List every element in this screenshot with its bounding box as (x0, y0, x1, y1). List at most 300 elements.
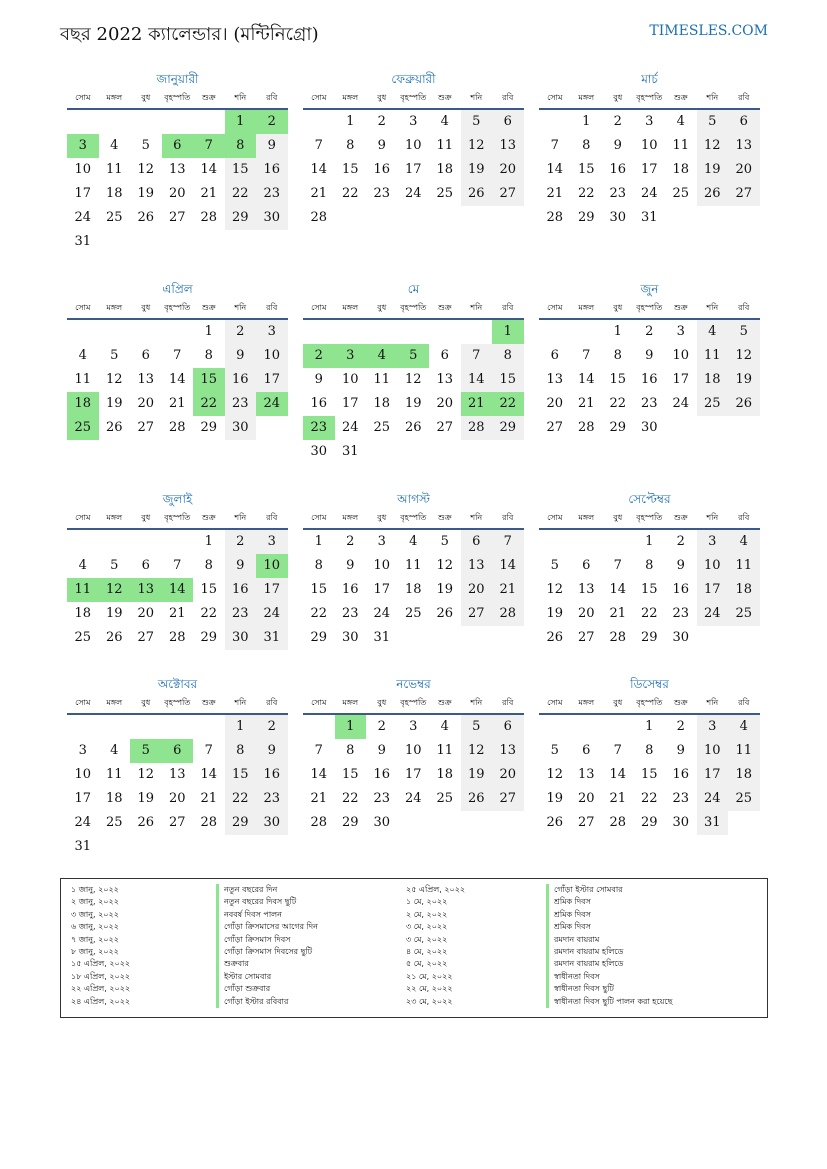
day-cell[interactable]: 28 (310, 210, 328, 225)
day-cell[interactable]: 10 (373, 558, 391, 573)
day-cell[interactable]: 18 (373, 396, 391, 411)
day-cell[interactable]: 12 (461, 739, 493, 763)
day-cell[interactable]: 18 (697, 368, 729, 392)
day-cell[interactable]: 14 (168, 372, 186, 387)
day-cell[interactable]: 3 (67, 134, 99, 158)
day-cell[interactable]: 23 (640, 396, 658, 411)
day-cell[interactable]: 29 (310, 630, 328, 645)
day-cell[interactable]: 12 (137, 162, 155, 177)
day-cell[interactable]: 5 (110, 348, 119, 363)
day-cell[interactable]: 19 (546, 606, 564, 621)
day-cell[interactable]: 11 (373, 372, 391, 387)
day-cell[interactable]: 13 (492, 134, 524, 158)
day-cell[interactable]: 13 (168, 162, 186, 177)
day-cell[interactable]: 19 (105, 606, 123, 621)
day-cell[interactable]: 11 (105, 767, 123, 782)
day-cell[interactable]: 17 (697, 578, 729, 602)
day-cell[interactable]: 24 (74, 815, 92, 830)
day-cell[interactable]: 15 (200, 582, 218, 597)
day-cell[interactable]: 25 (436, 186, 454, 201)
day-cell[interactable]: 21 (168, 606, 186, 621)
day-cell[interactable]: 16 (256, 763, 288, 787)
day-cell[interactable]: 14 (162, 578, 194, 602)
day-cell[interactable]: 17 (74, 791, 92, 806)
day-cell[interactable]: 9 (676, 743, 685, 758)
day-cell[interactable]: 27 (168, 815, 186, 830)
day-cell[interactable]: 20 (577, 606, 595, 621)
day-cell[interactable]: 19 (728, 368, 760, 392)
day-cell[interactable]: 8 (613, 348, 622, 363)
day-cell[interactable]: 8 (645, 743, 654, 758)
day-cell[interactable]: 6 (550, 348, 559, 363)
day-cell[interactable]: 26 (105, 630, 123, 645)
day-cell[interactable]: 20 (461, 578, 493, 602)
day-cell[interactable]: 13 (577, 582, 595, 597)
day-cell[interactable]: 26 (137, 210, 155, 225)
day-cell[interactable]: 14 (310, 767, 328, 782)
day-cell[interactable]: 30 (341, 630, 359, 645)
day-cell[interactable]: 17 (640, 162, 658, 177)
day-cell[interactable]: 27 (137, 420, 155, 435)
day-cell[interactable]: 8 (492, 344, 524, 368)
day-cell[interactable]: 15 (225, 763, 257, 787)
day-cell[interactable]: 12 (546, 767, 564, 782)
day-cell[interactable]: 5 (550, 743, 559, 758)
day-cell[interactable]: 19 (436, 582, 454, 597)
day-cell[interactable]: 19 (461, 763, 493, 787)
day-cell[interactable]: 23 (256, 182, 288, 206)
day-cell[interactable]: 25 (728, 602, 760, 626)
day-cell[interactable]: 13 (436, 372, 454, 387)
day-cell[interactable]: 9 (377, 138, 386, 153)
day-cell[interactable]: 2 (377, 719, 386, 734)
day-cell[interactable]: 20 (492, 158, 524, 182)
day-cell[interactable]: 6 (162, 739, 194, 763)
day-cell[interactable]: 24 (672, 396, 690, 411)
day-cell[interactable]: 4 (110, 743, 119, 758)
day-cell[interactable]: 6 (141, 558, 150, 573)
day-cell[interactable]: 4 (697, 320, 729, 344)
day-cell[interactable]: 25 (373, 420, 391, 435)
day-cell[interactable]: 30 (310, 444, 328, 459)
day-cell[interactable]: 22 (200, 606, 218, 621)
day-cell[interactable]: 31 (640, 210, 658, 225)
day-cell[interactable]: 1 (645, 719, 654, 734)
day-cell[interactable]: 3 (78, 743, 87, 758)
day-cell[interactable]: 18 (67, 392, 99, 416)
day-cell[interactable]: 16 (256, 158, 288, 182)
day-cell[interactable]: 6 (728, 110, 760, 134)
day-cell[interactable]: 27 (492, 182, 524, 206)
day-cell[interactable]: 19 (461, 158, 493, 182)
day-cell[interactable]: 11 (67, 578, 99, 602)
day-cell[interactable]: 11 (672, 138, 690, 153)
day-cell[interactable]: 29 (341, 815, 359, 830)
day-cell[interactable]: 23 (225, 392, 257, 416)
day-cell[interactable]: 15 (640, 767, 658, 782)
day-cell[interactable]: 2 (256, 715, 288, 739)
day-cell[interactable]: 21 (200, 186, 218, 201)
day-cell[interactable]: 10 (404, 138, 422, 153)
day-cell[interactable]: 29 (492, 416, 524, 440)
day-cell[interactable]: 3 (409, 719, 418, 734)
day-cell[interactable]: 12 (728, 344, 760, 368)
day-cell[interactable]: 20 (728, 158, 760, 182)
day-cell[interactable]: 11 (728, 554, 760, 578)
day-cell[interactable]: 5 (697, 110, 729, 134)
day-cell[interactable]: 11 (697, 344, 729, 368)
day-cell[interactable]: 13 (577, 767, 595, 782)
day-cell[interactable]: 23 (672, 791, 690, 806)
day-cell[interactable]: 30 (672, 630, 690, 645)
day-cell[interactable]: 17 (74, 186, 92, 201)
day-cell[interactable]: 16 (672, 767, 690, 782)
day-cell[interactable]: 23 (672, 606, 690, 621)
day-cell[interactable]: 25 (74, 630, 92, 645)
day-cell[interactable]: 21 (310, 186, 328, 201)
day-cell[interactable]: 23 (225, 602, 257, 626)
day-cell[interactable]: 15 (341, 767, 359, 782)
day-cell[interactable]: 26 (137, 815, 155, 830)
day-cell[interactable]: 8 (204, 558, 213, 573)
day-cell[interactable]: 5 (110, 558, 119, 573)
day-cell[interactable]: 11 (436, 138, 454, 153)
day-cell[interactable]: 2 (256, 110, 288, 134)
day-cell[interactable]: 3 (256, 320, 288, 344)
day-cell[interactable]: 4 (409, 534, 418, 549)
day-cell[interactable]: 5 (130, 739, 162, 763)
day-cell[interactable]: 7 (173, 558, 182, 573)
day-cell[interactable]: 18 (728, 763, 760, 787)
day-cell[interactable]: 14 (577, 372, 595, 387)
day-cell[interactable]: 5 (141, 138, 150, 153)
day-cell[interactable]: 16 (672, 582, 690, 597)
day-cell[interactable]: 22 (310, 606, 328, 621)
day-cell[interactable]: 24 (74, 210, 92, 225)
day-cell[interactable]: 6 (440, 348, 449, 363)
day-cell[interactable]: 16 (373, 767, 391, 782)
day-cell[interactable]: 5 (440, 534, 449, 549)
day-cell[interactable]: 9 (346, 558, 355, 573)
day-cell[interactable]: 15 (341, 162, 359, 177)
day-cell[interactable]: 16 (225, 578, 257, 602)
day-cell[interactable]: 6 (141, 348, 150, 363)
day-cell[interactable]: 14 (546, 162, 564, 177)
day-cell[interactable]: 18 (105, 186, 123, 201)
day-cell[interactable]: 2 (377, 114, 386, 129)
day-cell[interactable]: 23 (341, 606, 359, 621)
day-cell[interactable]: 14 (200, 162, 218, 177)
day-cell[interactable]: 18 (404, 582, 422, 597)
day-cell[interactable]: 20 (137, 396, 155, 411)
day-cell[interactable]: 15 (225, 158, 257, 182)
day-cell[interactable]: 6 (461, 530, 493, 554)
day-cell[interactable]: 21 (577, 396, 595, 411)
day-cell[interactable]: 31 (74, 234, 92, 249)
day-cell[interactable]: 30 (225, 626, 257, 650)
day-cell[interactable]: 27 (577, 815, 595, 830)
day-cell[interactable]: 6 (162, 134, 194, 158)
day-cell[interactable]: 13 (728, 134, 760, 158)
day-cell[interactable]: 20 (137, 606, 155, 621)
day-cell[interactable]: 19 (697, 158, 729, 182)
day-cell[interactable]: 31 (373, 630, 391, 645)
day-cell[interactable]: 28 (546, 210, 564, 225)
day-cell[interactable]: 1 (225, 110, 257, 134)
day-cell[interactable]: 10 (74, 162, 92, 177)
day-cell[interactable]: 11 (74, 372, 92, 387)
day-cell[interactable]: 22 (225, 787, 257, 811)
day-cell[interactable]: 25 (697, 392, 729, 416)
day-cell[interactable]: 30 (640, 420, 658, 435)
day-cell[interactable]: 7 (492, 530, 524, 554)
day-cell[interactable]: 24 (341, 420, 359, 435)
day-cell[interactable]: 22 (492, 392, 524, 416)
day-cell[interactable]: 28 (168, 420, 186, 435)
day-cell[interactable]: 9 (225, 554, 257, 578)
day-cell[interactable]: 18 (436, 767, 454, 782)
day-cell[interactable]: 18 (105, 791, 123, 806)
day-cell[interactable]: 2 (676, 534, 685, 549)
day-cell[interactable]: 17 (256, 578, 288, 602)
day-cell[interactable]: 17 (256, 368, 288, 392)
day-cell[interactable]: 21 (200, 791, 218, 806)
day-cell[interactable]: 23 (373, 186, 391, 201)
day-cell[interactable]: 24 (256, 602, 288, 626)
day-cell[interactable]: 13 (492, 739, 524, 763)
day-cell[interactable]: 8 (204, 348, 213, 363)
day-cell[interactable]: 11 (404, 558, 422, 573)
day-cell[interactable]: 29 (225, 206, 257, 230)
day-cell[interactable]: 8 (314, 558, 323, 573)
day-cell[interactable]: 22 (609, 396, 627, 411)
day-cell[interactable]: 28 (200, 210, 218, 225)
day-cell[interactable]: 30 (609, 210, 627, 225)
day-cell[interactable]: 20 (168, 186, 186, 201)
day-cell[interactable]: 14 (609, 767, 627, 782)
day-cell[interactable]: 7 (204, 743, 213, 758)
day-cell[interactable]: 4 (676, 114, 685, 129)
day-cell[interactable]: 11 (436, 743, 454, 758)
day-cell[interactable]: 26 (105, 420, 123, 435)
day-cell[interactable]: 10 (74, 767, 92, 782)
day-cell[interactable]: 30 (256, 811, 288, 835)
day-cell[interactable]: 8 (582, 138, 591, 153)
day-cell[interactable]: 10 (256, 344, 288, 368)
day-cell[interactable]: 27 (168, 210, 186, 225)
day-cell[interactable]: 12 (105, 372, 123, 387)
day-cell[interactable]: 4 (728, 530, 760, 554)
day-cell[interactable]: 25 (67, 416, 99, 440)
day-cell[interactable]: 24 (697, 602, 729, 626)
day-cell[interactable]: 7 (461, 344, 493, 368)
day-cell[interactable]: 7 (613, 558, 622, 573)
day-cell[interactable]: 14 (310, 162, 328, 177)
day-cell[interactable]: 12 (697, 134, 729, 158)
day-cell[interactable]: 9 (377, 743, 386, 758)
day-cell[interactable]: 29 (225, 811, 257, 835)
day-cell[interactable]: 19 (546, 791, 564, 806)
day-cell[interactable]: 4 (110, 138, 119, 153)
day-cell[interactable]: 15 (193, 368, 225, 392)
day-cell[interactable]: 25 (105, 815, 123, 830)
day-cell[interactable]: 14 (609, 582, 627, 597)
day-cell[interactable]: 1 (492, 320, 524, 344)
day-cell[interactable]: 28 (577, 420, 595, 435)
day-cell[interactable]: 19 (137, 186, 155, 201)
day-cell[interactable]: 4 (78, 348, 87, 363)
day-cell[interactable]: 13 (546, 372, 564, 387)
day-cell[interactable]: 12 (137, 767, 155, 782)
day-cell[interactable]: 17 (373, 582, 391, 597)
day-cell[interactable]: 13 (461, 554, 493, 578)
day-cell[interactable]: 10 (640, 138, 658, 153)
day-cell[interactable]: 30 (373, 815, 391, 830)
day-cell[interactable]: 10 (697, 554, 729, 578)
day-cell[interactable]: 7 (314, 138, 323, 153)
day-cell[interactable]: 26 (461, 182, 493, 206)
day-cell[interactable]: 20 (436, 396, 454, 411)
day-cell[interactable]: 13 (130, 578, 162, 602)
day-cell[interactable]: 26 (546, 630, 564, 645)
day-cell[interactable]: 22 (225, 182, 257, 206)
day-cell[interactable]: 4 (78, 558, 87, 573)
day-cell[interactable]: 12 (461, 134, 493, 158)
day-cell[interactable]: 6 (582, 558, 591, 573)
day-cell[interactable]: 17 (404, 767, 422, 782)
day-cell[interactable]: 31 (256, 626, 288, 650)
day-cell[interactable]: 9 (256, 134, 288, 158)
day-cell[interactable]: 9 (314, 372, 323, 387)
day-cell[interactable]: 8 (225, 134, 257, 158)
day-cell[interactable]: 10 (672, 348, 690, 363)
day-cell[interactable]: 19 (137, 791, 155, 806)
day-cell[interactable]: 29 (640, 815, 658, 830)
day-cell[interactable]: 14 (200, 767, 218, 782)
day-cell[interactable]: 6 (492, 110, 524, 134)
day-cell[interactable]: 17 (341, 396, 359, 411)
day-cell[interactable]: 20 (546, 396, 564, 411)
site-link[interactable]: TIMESLES.COM (649, 23, 768, 39)
day-cell[interactable]: 24 (697, 787, 729, 811)
day-cell[interactable]: 22 (193, 392, 225, 416)
day-cell[interactable]: 28 (609, 815, 627, 830)
day-cell[interactable]: 14 (461, 368, 493, 392)
day-cell[interactable]: 15 (492, 368, 524, 392)
day-cell[interactable]: 28 (609, 630, 627, 645)
day-cell[interactable]: 14 (492, 554, 524, 578)
day-cell[interactable]: 4 (366, 344, 398, 368)
day-cell[interactable]: 1 (204, 534, 213, 549)
day-cell[interactable]: 11 (105, 162, 123, 177)
day-cell[interactable]: 5 (398, 344, 430, 368)
day-cell[interactable]: 9 (225, 344, 257, 368)
day-cell[interactable]: 11 (728, 739, 760, 763)
day-cell[interactable]: 16 (640, 372, 658, 387)
day-cell[interactable]: 15 (310, 582, 328, 597)
day-cell[interactable]: 27 (461, 602, 493, 626)
day-cell[interactable]: 5 (728, 320, 760, 344)
day-cell[interactable]: 1 (645, 534, 654, 549)
day-cell[interactable]: 12 (546, 582, 564, 597)
day-cell[interactable]: 25 (105, 210, 123, 225)
day-cell[interactable]: 3 (697, 530, 729, 554)
day-cell[interactable]: 30 (256, 206, 288, 230)
day-cell[interactable]: 12 (404, 372, 422, 387)
day-cell[interactable]: 21 (461, 392, 493, 416)
day-cell[interactable]: 31 (74, 839, 92, 854)
day-cell[interactable]: 29 (200, 420, 218, 435)
day-cell[interactable]: 19 (404, 396, 422, 411)
day-cell[interactable]: 23 (303, 416, 335, 440)
day-cell[interactable]: 30 (672, 815, 690, 830)
day-cell[interactable]: 13 (168, 767, 186, 782)
day-cell[interactable]: 27 (577, 630, 595, 645)
day-cell[interactable]: 5 (461, 715, 493, 739)
day-cell[interactable]: 6 (492, 715, 524, 739)
day-cell[interactable]: 24 (404, 186, 422, 201)
day-cell[interactable]: 10 (404, 743, 422, 758)
day-cell[interactable]: 28 (168, 630, 186, 645)
day-cell[interactable]: 7 (193, 134, 225, 158)
day-cell[interactable]: 22 (640, 791, 658, 806)
day-cell[interactable]: 20 (168, 791, 186, 806)
day-cell[interactable]: 22 (341, 791, 359, 806)
day-cell[interactable]: 15 (609, 372, 627, 387)
day-cell[interactable]: 27 (436, 420, 454, 435)
day-cell[interactable]: 18 (74, 606, 92, 621)
day-cell[interactable]: 8 (225, 739, 257, 763)
day-cell[interactable]: 17 (697, 763, 729, 787)
day-cell[interactable]: 2 (225, 320, 257, 344)
day-cell[interactable]: 5 (461, 110, 493, 134)
day-cell[interactable]: 5 (550, 558, 559, 573)
day-cell[interactable]: 25 (728, 787, 760, 811)
day-cell[interactable]: 24 (640, 186, 658, 201)
day-cell[interactable]: 9 (645, 348, 654, 363)
day-cell[interactable]: 26 (404, 420, 422, 435)
day-cell[interactable]: 3 (697, 715, 729, 739)
day-cell[interactable]: 28 (461, 416, 493, 440)
day-cell[interactable]: 21 (546, 186, 564, 201)
day-cell[interactable]: 3 (676, 324, 685, 339)
day-cell[interactable]: 25 (672, 186, 690, 201)
day-cell[interactable]: 1 (335, 715, 367, 739)
day-cell[interactable]: 22 (640, 606, 658, 621)
day-cell[interactable]: 1 (225, 715, 257, 739)
day-cell[interactable]: 17 (404, 162, 422, 177)
day-cell[interactable]: 4 (440, 719, 449, 734)
day-cell[interactable]: 30 (225, 416, 257, 440)
day-cell[interactable]: 2 (676, 719, 685, 734)
day-cell[interactable]: 2 (346, 534, 355, 549)
day-cell[interactable]: 15 (640, 582, 658, 597)
day-cell[interactable]: 19 (105, 396, 123, 411)
day-cell[interactable]: 4 (728, 715, 760, 739)
day-cell[interactable]: 7 (613, 743, 622, 758)
day-cell[interactable]: 2 (303, 344, 335, 368)
day-cell[interactable]: 21 (609, 791, 627, 806)
day-cell[interactable]: 18 (672, 162, 690, 177)
day-cell[interactable]: 8 (645, 558, 654, 573)
day-cell[interactable]: 28 (310, 815, 328, 830)
day-cell[interactable]: 16 (225, 368, 257, 392)
day-cell[interactable]: 21 (492, 578, 524, 602)
day-cell[interactable]: 23 (609, 186, 627, 201)
day-cell[interactable]: 22 (341, 186, 359, 201)
day-cell[interactable]: 21 (310, 791, 328, 806)
day-cell[interactable]: 2 (613, 114, 622, 129)
